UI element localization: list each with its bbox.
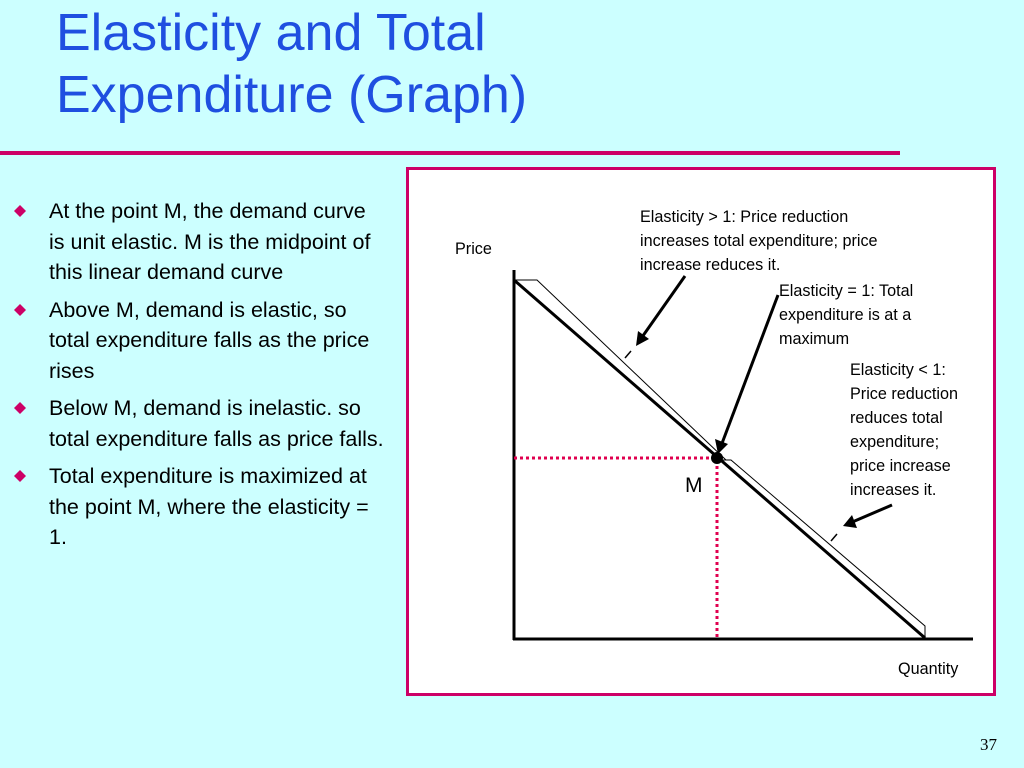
elastic-arrowhead [636,331,649,346]
bullet-item [12,393,384,454]
bullet-list [12,196,384,560]
slide-title [56,2,816,126]
inelastic-arrow [850,505,892,523]
bullet-text: Above M, demand is elastic, so total expenditure falls as the price rises [49,297,370,383]
diamond-bullet-icon [14,205,26,217]
title-divider [0,151,900,155]
point-m-label: M [685,474,703,497]
bullet-text: Below M, demand is inelastic. so total expenditure falls as price falls. [49,396,384,451]
bullet-item [12,295,384,387]
elastic-band-tick [625,351,631,358]
bullet-item [12,461,384,553]
bullet-text: At the point M, the demand curve is unit elastic. M is the midpoint of this linear demand curve [49,199,371,284]
slide-title-line-1: Elasticity and Total [56,4,486,62]
elastic-annotation: Elasticity > 1: Price reduction increases total expenditure; price increase reduces it. [640,208,878,274]
diamond-bullet-icon [14,470,26,482]
bullet-item [12,196,384,288]
diagram-frame [406,167,996,696]
x-axis-label: Quantity [898,660,959,678]
bullet-text: Total expenditure is maximized at the point M, where the elasticity = 1. [49,464,369,549]
point-m-marker [711,452,723,464]
diamond-bullet-icon [14,304,26,316]
slide-title-line-2: Expenditure (Graph) [56,66,528,124]
inelastic-annotation: Elasticity < 1: Price reduction reduces total expenditure; price increase increases it. [850,361,958,499]
elastic-arrow [640,276,685,340]
unit-elastic-annotation: Elasticity = 1: Total expenditure is at a maximum [779,282,914,348]
y-axis-label: Price [455,240,492,258]
diamond-bullet-icon [14,402,26,414]
unit-arrow [721,295,778,446]
page-number: 37 [980,735,997,754]
inelastic-band-tick [831,534,837,541]
